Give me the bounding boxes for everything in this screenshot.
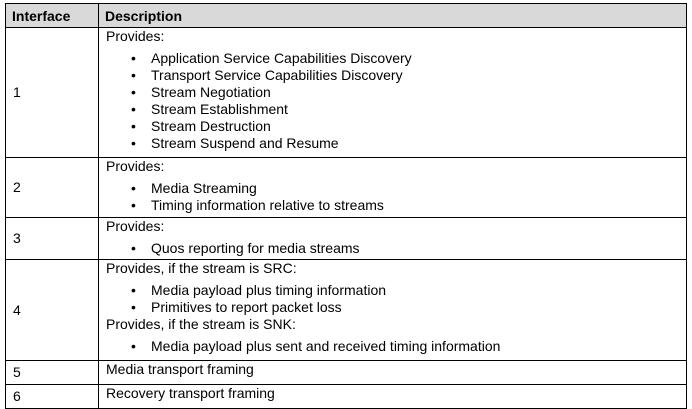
- interface-table: [5, 3, 687, 409]
- description-lead: Provides:: [106, 158, 165, 174]
- interface-description: [99, 158, 687, 218]
- bullet-item: • Stream Establishment: [106, 101, 686, 118]
- table-row: [6, 361, 687, 385]
- interface-number: 4: [6, 260, 99, 361]
- bullet-list: [106, 282, 686, 316]
- description-lead: Provides:: [106, 28, 165, 44]
- interface-number: 3: [6, 218, 99, 260]
- interface-number: 5: [6, 361, 99, 385]
- header-row: [6, 4, 687, 28]
- bullet-item: • Primitives to report packet loss: [106, 299, 686, 316]
- bullet-item: • Stream Suspend and Resume: [106, 135, 686, 152]
- header-interface: Interface: [6, 4, 99, 28]
- interface-number: 2: [6, 158, 99, 218]
- interface-number: 1: [6, 28, 99, 158]
- interface-description: [99, 28, 687, 158]
- bullet-item: • Media payload plus timing information: [106, 282, 686, 299]
- bullet-list: [106, 180, 686, 214]
- interface-description: [99, 385, 687, 409]
- interface-description: [99, 260, 687, 361]
- bullet-item: • Quos reporting for media streams: [106, 240, 686, 257]
- table-row: [6, 385, 687, 409]
- table-row: [6, 158, 687, 218]
- bullet-item: • Stream Negotiation: [106, 84, 686, 101]
- bullet-item: • Transport Service Capabilities Discovery: [106, 67, 686, 84]
- bullet-item: • Media payload plus sent and received timing information: [106, 338, 686, 355]
- table-row: [6, 260, 687, 361]
- interface-description: [99, 218, 687, 260]
- header-description: Description: [99, 4, 687, 28]
- interface-description: [99, 361, 687, 385]
- table-row: [6, 218, 687, 260]
- bullet-item: • Timing information relative to streams: [106, 197, 686, 214]
- description-lead: Provides, if the stream is SRC:: [106, 260, 297, 276]
- bullet-item: • Media Streaming: [106, 180, 686, 197]
- bullet-item: • Stream Destruction: [106, 118, 686, 135]
- table-body: [6, 28, 687, 409]
- bullet-item: • Application Service Capabilities Discovery: [106, 50, 686, 67]
- description-lead: Media transport framing: [106, 361, 254, 377]
- description-lead: Provides:: [106, 218, 165, 234]
- bullet-list: [106, 338, 686, 355]
- table-row: [6, 28, 687, 158]
- bullet-list: [106, 240, 686, 257]
- description-lead: Recovery transport framing: [106, 385, 275, 401]
- interface-number: 6: [6, 385, 99, 409]
- description-lead: Provides, if the stream is SNK:: [106, 316, 296, 332]
- bullet-list: [106, 50, 686, 152]
